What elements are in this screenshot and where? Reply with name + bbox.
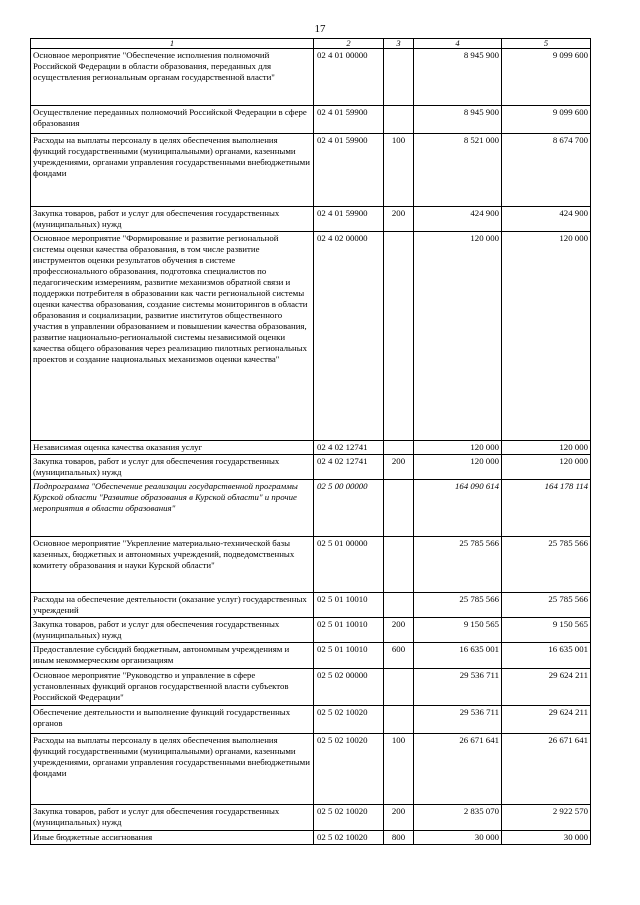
row-code: 02 4 02 12741: [314, 455, 384, 480]
row-value-2: 25 785 566: [502, 593, 591, 618]
table-row: [31, 805, 591, 831]
row-name: Расходы на выплаты персоналу в целях обеспечения выполнения функций государственными (муниципальными) органами, казенными учреждениями, органами управления государственными внебюджетными фондами: [31, 734, 314, 805]
table-row: [31, 706, 591, 734]
table-row: [31, 207, 591, 232]
header-col-4: 4: [414, 39, 502, 49]
row-value-2: 29 624 211: [502, 706, 591, 734]
row-value-1: 120 000: [414, 441, 502, 455]
row-code: 02 5 01 10010: [314, 593, 384, 618]
row-value-1: 2 835 070: [414, 805, 502, 831]
header-col-3: 3: [384, 39, 414, 49]
row-code: 02 4 01 59900: [314, 134, 384, 207]
row-value-1: 26 671 641: [414, 734, 502, 805]
row-name: Закупка товаров, работ и услуг для обеспечения государственных (муниципальных) нужд: [31, 455, 314, 480]
table-row: [31, 232, 591, 441]
row-name: Закупка товаров, работ и услуг для обеспечения государственных (муниципальных) нужд: [31, 618, 314, 643]
row-expense-type: 100: [384, 734, 414, 805]
row-code: 02 5 02 10020: [314, 831, 384, 845]
table-row: [31, 49, 591, 106]
header-col-2: 2: [314, 39, 384, 49]
row-name: Осуществление переданных полномочий Российской Федерации в сфере образования: [31, 106, 314, 134]
row-value-2: 2 922 570: [502, 805, 591, 831]
row-value-2: 25 785 566: [502, 537, 591, 593]
row-name: Расходы на обеспечение деятельности (оказание услуг) государственных учреждений: [31, 593, 314, 618]
row-value-2: 9 099 600: [502, 49, 591, 106]
row-expense-type: [384, 480, 414, 537]
row-code: 02 5 02 00000: [314, 669, 384, 706]
row-value-1: 8 945 900: [414, 49, 502, 106]
row-code: 02 4 01 00000: [314, 49, 384, 106]
row-value-1: 16 635 001: [414, 643, 502, 669]
row-value-2: 424 900: [502, 207, 591, 232]
row-code: 02 5 02 10020: [314, 805, 384, 831]
budget-table: [30, 38, 591, 845]
row-name: Закупка товаров, работ и услуг для обеспечения государственных (муниципальных) нужд: [31, 805, 314, 831]
row-value-2: 9 150 565: [502, 618, 591, 643]
row-value-1: 25 785 566: [414, 593, 502, 618]
row-code: 02 5 00 00000: [314, 480, 384, 537]
row-expense-type: [384, 49, 414, 106]
table-row: [31, 455, 591, 480]
row-code: 02 5 01 10010: [314, 643, 384, 669]
row-value-1: 164 090 614: [414, 480, 502, 537]
row-value-1: 8 521 000: [414, 134, 502, 207]
row-value-2: 26 671 641: [502, 734, 591, 805]
row-expense-type: 800: [384, 831, 414, 845]
row-name: Закупка товаров, работ и услуг для обеспечения государственных (муниципальных) нужд: [31, 207, 314, 232]
row-code: 02 4 01 59900: [314, 207, 384, 232]
row-code: 02 5 01 00000: [314, 537, 384, 593]
table-row: [31, 537, 591, 593]
row-code: 02 5 01 10010: [314, 618, 384, 643]
row-code: 02 5 02 10020: [314, 734, 384, 805]
row-name: Независимая оценка качества оказания услуг: [31, 441, 314, 455]
row-code: 02 4 02 12741: [314, 441, 384, 455]
table-row: [31, 441, 591, 455]
row-name: Подпрограмма "Обеспечение реализации государственной программы Курской области "Развитие образования в Курской области" и прочие мероприятия в области образования": [31, 480, 314, 537]
row-expense-type: [384, 669, 414, 706]
table-row: [31, 831, 591, 845]
row-expense-type: 100: [384, 134, 414, 207]
page-number: 17: [314, 23, 326, 35]
row-value-2: 16 635 001: [502, 643, 591, 669]
row-expense-type: 600: [384, 643, 414, 669]
row-name: Основное мероприятие "Укрепление материально-технической базы казенных, бюджетных и автономных учреждений, подведомственных комитету образования и науки Курской области": [31, 537, 314, 593]
row-code: 02 4 02 00000: [314, 232, 384, 441]
table-row: [31, 480, 591, 537]
row-name: Иные бюджетные ассигнования: [31, 831, 314, 845]
row-name: Основное мероприятие "Руководство и управление в сфере установленных функций органов государственной власти субъектов Российской Федерации": [31, 669, 314, 706]
row-value-1: 120 000: [414, 455, 502, 480]
row-expense-type: [384, 593, 414, 618]
table-row: [31, 106, 591, 134]
row-value-2: 8 674 700: [502, 134, 591, 207]
row-name: Предоставление субсидий бюджетным, автономным учреждениям и иным некоммерческим организациям: [31, 643, 314, 669]
row-value-1: 120 000: [414, 232, 502, 441]
row-value-2: 30 000: [502, 831, 591, 845]
table-row: [31, 618, 591, 643]
header-col-1: 1: [31, 39, 314, 49]
row-value-1: 30 000: [414, 831, 502, 845]
row-value-1: 8 945 900: [414, 106, 502, 134]
row-code: 02 5 02 10020: [314, 706, 384, 734]
row-expense-type: 200: [384, 455, 414, 480]
table-row: [31, 669, 591, 706]
row-expense-type: 200: [384, 618, 414, 643]
row-expense-type: [384, 537, 414, 593]
row-code: 02 4 01 59900: [314, 106, 384, 134]
row-expense-type: 200: [384, 805, 414, 831]
row-value-1: 29 536 711: [414, 669, 502, 706]
row-expense-type: 200: [384, 207, 414, 232]
row-value-2: 164 178 114: [502, 480, 591, 537]
row-value-2: 120 000: [502, 455, 591, 480]
row-name: Обеспечение деятельности и выполнение функций государственных органов: [31, 706, 314, 734]
row-value-1: 424 900: [414, 207, 502, 232]
row-expense-type: [384, 706, 414, 734]
row-expense-type: [384, 106, 414, 134]
header-col-5: 5: [502, 39, 591, 49]
row-name: Основное мероприятие "Формирование и развитие региональной системы оценки качества образования, в том числе развитие инструментов оценки результатов обучения в системе профессионального образования, подготовка специалистов по педагогическим измерениям, развитие механизмов обратной связи и поддержки потребителя в образовании как части региональной системы оценки качества образования, создание системы мониторингов в области образования и социализации, развитие институтов общественного участия в управлении образованием и повышении качества образования, развитие национально-региональной системы независимой оценки качества общего образования через реализацию пилотных региональных проектов и создание национальных механизмов оценки качества": [31, 232, 314, 441]
row-expense-type: [384, 232, 414, 441]
row-value-2: 120 000: [502, 441, 591, 455]
row-value-2: 9 099 600: [502, 106, 591, 134]
row-value-1: 9 150 565: [414, 618, 502, 643]
header-row: [31, 39, 591, 49]
row-name: Расходы на выплаты персоналу в целях обеспечения выполнения функций государственными (муниципальными) органами, казенными учреждениями, органами управления государственными внебюджетными фондами: [31, 134, 314, 207]
table-row: [31, 734, 591, 805]
row-value-2: 120 000: [502, 232, 591, 441]
row-value-1: 25 785 566: [414, 537, 502, 593]
row-expense-type: [384, 441, 414, 455]
table-row: [31, 593, 591, 618]
table-row: [31, 643, 591, 669]
row-value-2: 29 624 211: [502, 669, 591, 706]
table-row: [31, 134, 591, 207]
row-value-1: 29 536 711: [414, 706, 502, 734]
row-name: Основное мероприятие "Обеспечение исполнения полномочий Российской Федерации в области образования, переданных для осуществления региональным органам государственной власти": [31, 49, 314, 106]
